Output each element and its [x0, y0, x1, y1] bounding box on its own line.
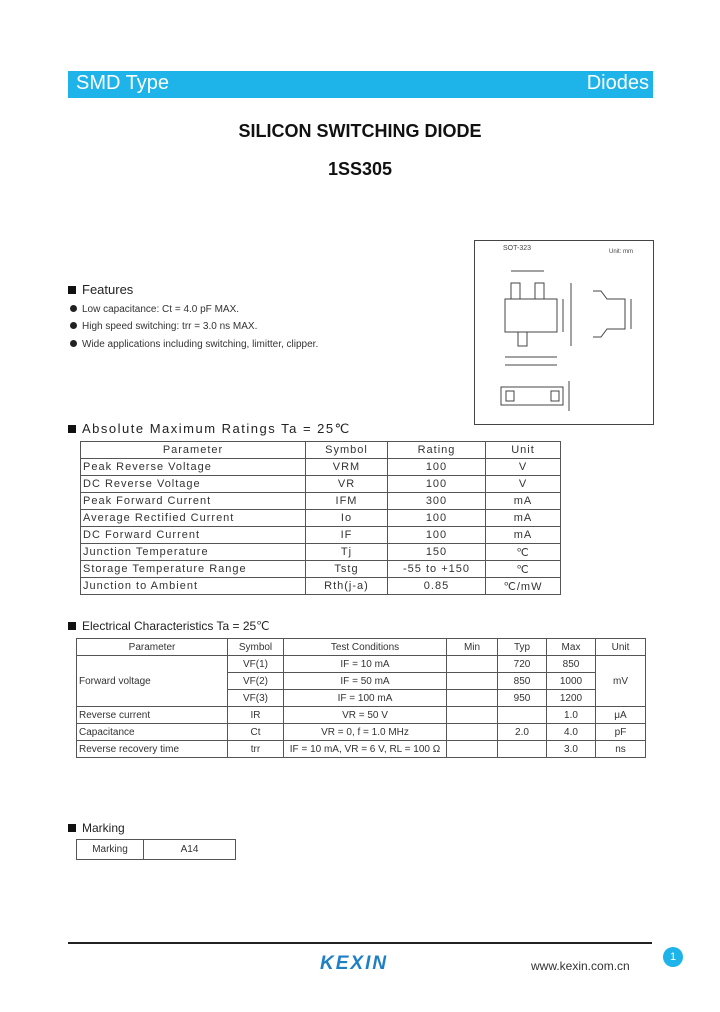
header-type: SMD Type: [76, 72, 169, 94]
feature-item: Low capacitance: Ct = 4.0 pF MAX.: [70, 304, 239, 315]
features-heading: Features: [68, 282, 133, 297]
column-header: Rating: [388, 442, 486, 459]
table-row: Average Rectified Current Io 100 mA: [81, 510, 561, 527]
column-header: Min: [447, 639, 498, 656]
table-row: Peak Forward Current IFM 300 mA: [81, 493, 561, 510]
marking-table: [76, 839, 236, 860]
part-number: 1SS305: [327, 159, 393, 179]
bullet-icon: [70, 305, 77, 312]
table-row: Storage Temperature Range Tstg -55 to +150 ℃: [81, 561, 561, 578]
table-row: [77, 840, 236, 860]
page-number: 1: [663, 947, 683, 967]
table-row: Reverse current IR VR = 50 V 1.0 μA: [77, 707, 646, 724]
table-header-row: [77, 639, 646, 656]
bullet-icon: [70, 322, 77, 329]
marking-label: Marking: [77, 840, 144, 860]
package-outline-drawing: [475, 241, 653, 424]
table-row: Junction Temperature Tj 150 ℃: [81, 544, 561, 561]
column-header: Unit: [486, 442, 561, 459]
column-header: Symbol: [228, 639, 284, 656]
page-title: SILICON SWITCHING DIODE: [238, 121, 482, 141]
amr-heading: Absolute Maximum Ratings Ta = 25℃: [68, 421, 351, 437]
header-banner: [68, 71, 653, 98]
table-row: Capacitance Ct VR = 0, f = 1.0 MHz 2.0 4.0 pF: [77, 724, 646, 741]
table-row: Junction to Ambient Rth(j-a) 0.85 ℃/mW: [81, 578, 561, 595]
unit-label: Unit: mm: [609, 249, 633, 255]
feature-item: Wide applications including switching, limitter, clipper.: [70, 339, 318, 350]
footer-divider: [68, 942, 652, 944]
feature-item: High speed switching: trr = 3.0 ns MAX.: [70, 321, 257, 332]
bullet-icon: [70, 340, 77, 347]
column-header: Parameter: [77, 639, 228, 656]
column-header: Unit: [596, 639, 646, 656]
marking-heading: Marking: [68, 821, 125, 835]
ec-table: [76, 638, 646, 758]
table-row: VF(2) IF = 50 mA 850 1000: [77, 673, 646, 690]
square-bullet-icon: [68, 425, 76, 433]
table-row: DC Forward Current IF 100 mA: [81, 527, 561, 544]
column-header: Symbol: [306, 442, 388, 459]
square-bullet-icon: [68, 286, 76, 294]
square-bullet-icon: [68, 824, 76, 832]
column-header: Parameter: [81, 442, 306, 459]
package-label: SOT-323: [503, 245, 532, 252]
table-row: Forward voltage VF(1) IF = 10 mA 720 850 mV: [77, 656, 646, 673]
ec-heading: Electrical Characteristics Ta = 25℃: [68, 619, 270, 633]
column-header: Max: [547, 639, 596, 656]
package-diagram: [474, 240, 654, 425]
column-header: Typ: [498, 639, 547, 656]
table-row: VF(3) IF = 100 mA 950 1200: [77, 690, 646, 707]
marking-value: A14: [144, 840, 236, 860]
table-row: Peak Reverse Voltage VRM 100 V: [81, 459, 561, 476]
table-row: DC Reverse Voltage VR 100 V: [81, 476, 561, 493]
square-bullet-icon: [68, 622, 76, 630]
footer-url[interactable]: www.kexin.com.cn: [531, 959, 630, 973]
table-row: Reverse recovery time trr IF = 10 mA, VR = 6 V, RL = 100 Ω 3.0 ns: [77, 741, 646, 758]
table-header-row: [81, 442, 561, 459]
header-category: Diodes: [586, 72, 649, 94]
amr-table: [80, 441, 561, 595]
kexin-logo: KEXIN: [320, 953, 389, 974]
column-header: Test Conditions: [284, 639, 447, 656]
